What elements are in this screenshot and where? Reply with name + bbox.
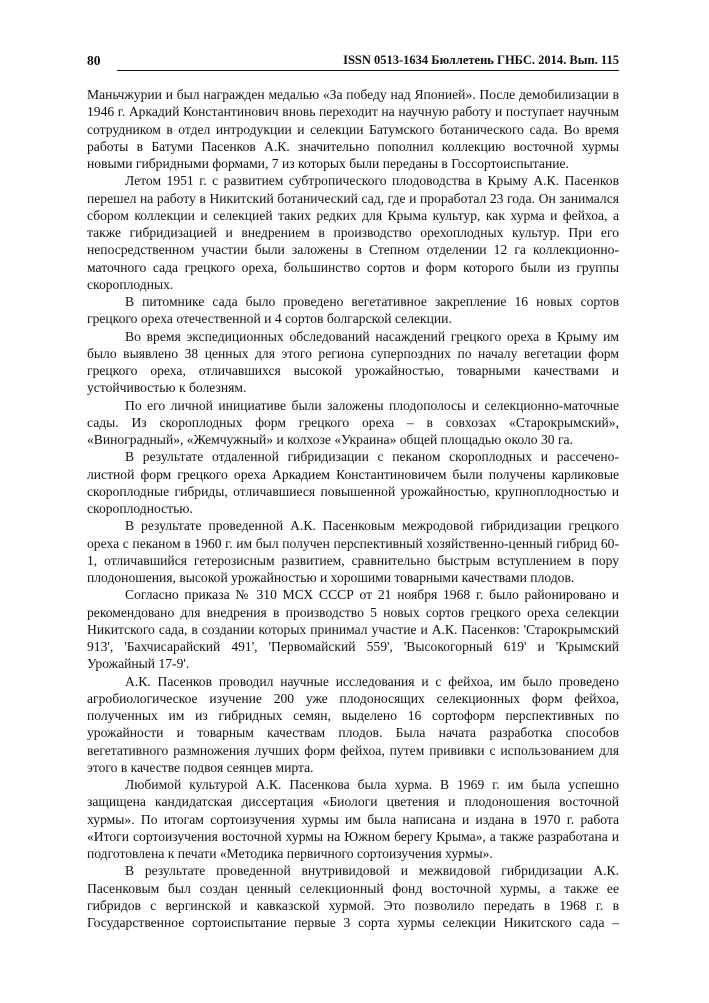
paragraph: В результате отдаленной гибридизации с пеканом скороплодных и рассечено-листной форм грецкого ореха Аркадием Константиновичем были получены карликовые скороплодные гибриды, отличавшиеся повышенной урожайностью, крупноплодностью и скороплодностью.	[87, 449, 619, 516]
paragraph: Маньчжурии и был награжден медалью «За победу над Японией». После демобилизации в 1946 г. Аркадий Константинович вновь переходит на научную работу и поступает научным сотрудником в отдел интродукции и селекции Батумского ботанического сада. Во время работы в Батуми Пасенков А.К. значительно пополнил коллекцию восточной хурмы новыми гибридными формами, 7 из которых были переданы в Госсортоиспытание.	[87, 87, 619, 171]
paragraph: А.К. Пасенков проводил научные исследования и с фейхоа, им было проведено агробиологическое изучение 200 уже плодоносящих селекционных форм фейхоа, полученных им из гибридных семян, выделено 16 сортоформ перспективных по урожайности и товарным качествам плодов. Была начата разработка способов вегетативного размножения лучших форм фейхоа, путем прививки с использованием для этого в качестве подвоя сеянцев мирта.	[87, 673, 619, 775]
page-number: 80	[87, 53, 101, 68]
paragraph: В результате проведенной внутривидовой и межвидовой гибридизации А.К. Пасенковым был создан ценный селекционный фонд восточной хурмы, а также ее гибридов с вергинской и кавказской хурмой. Это позволило передать в 1968 г. в Государственное сортоиспытание первые 3 сорта хурмы селекции Никитского сада –	[87, 863, 619, 930]
paragraph: В питомнике сада было проведено вегетативное закрепление 16 новых сортов грецкого ореха отечественной и 4 сортов болгарской селекции.	[87, 294, 619, 327]
running-header	[87, 53, 619, 75]
header-rule	[117, 70, 619, 71]
journal-title: ISSN 0513-1634 Бюллетень ГНБС. 2014. Вып. 115	[343, 53, 619, 67]
paragraph: Летом 1951 г. с развитием субтропического плодоводства в Крыму А.К. Пасенков перешел на работу в Никитский ботанический сад, где и проработал 23 года. Он занимался сбором коллекции и селекцией таких редких для Крыма культур, как хурма и фейхоа, а также гибридизацией и внедрением в производство орехоплодных культур. При его непосредственном участии были заложены в Степном отделении 12 га коллекционно-маточного сада грецкого ореха, большинство сортов и форм которого были из группы скороплодных.	[87, 173, 619, 292]
paragraph: Любимой культурой А.К. Пасенкова была хурма. В 1969 г. им была успешно защищена кандидатская диссертация «Биологи цветения и плодоношения восточной хурмы». По итогам сортоизучения хурмы им была написана и издана в 1970 г. работа «Итоги сортоизучения восточной хурмы на Южном берегу Крыма», а также разработана и подготовлена к печати «Методика первичного сортоизучения хурмы».	[87, 777, 619, 861]
article-body	[87, 86, 619, 931]
paragraph: В результате проведенной А.К. Пасенковым межродовой гибридизации грецкого ореха с пеканом в 1960 г. им был получен перспективный хозяйственно-ценный гибрид 60-1, отличавшийся гетерозисным развитием, сравнительно быстрым вступлением в пору плодоношения, высокой урожайностью и хорошими товарными качествами плодов.	[87, 518, 619, 585]
paragraph: Во время экспедиционных обследований насаждений грецкого ореха в Крыму им было выявлено 38 ценных для этого региона суперпоздних по началу вегетации форм грецкого ореха, отличавшихся высокой урожайностью, товарными качествами и устойчивостью к болезням.	[87, 328, 619, 396]
paragraph: По его личной инициативе были заложены плодополосы и селекционно-маточные сады. Из скороплодных форм грецкого ореха – в совхозах «Старокрымский», «Виноградный», «Жемчужный» и колхозе «Украина» общей площадью около 30 га.	[87, 397, 619, 447]
paragraph: Согласно приказа № 310 МСХ СССР от 21 ноября 1968 г. было районировано и рекомендовано для внедрения в производство 5 новых сортов грецкого ореха селекции Никитского сада, в создании которых принимал участие и А.К. Пасенков: 'Старокрымский 913', 'Бахчисарайский 491', 'Первомайский 559', 'Высокогорный 619' и 'Крымский Урожайный 17-9'.	[87, 587, 619, 672]
